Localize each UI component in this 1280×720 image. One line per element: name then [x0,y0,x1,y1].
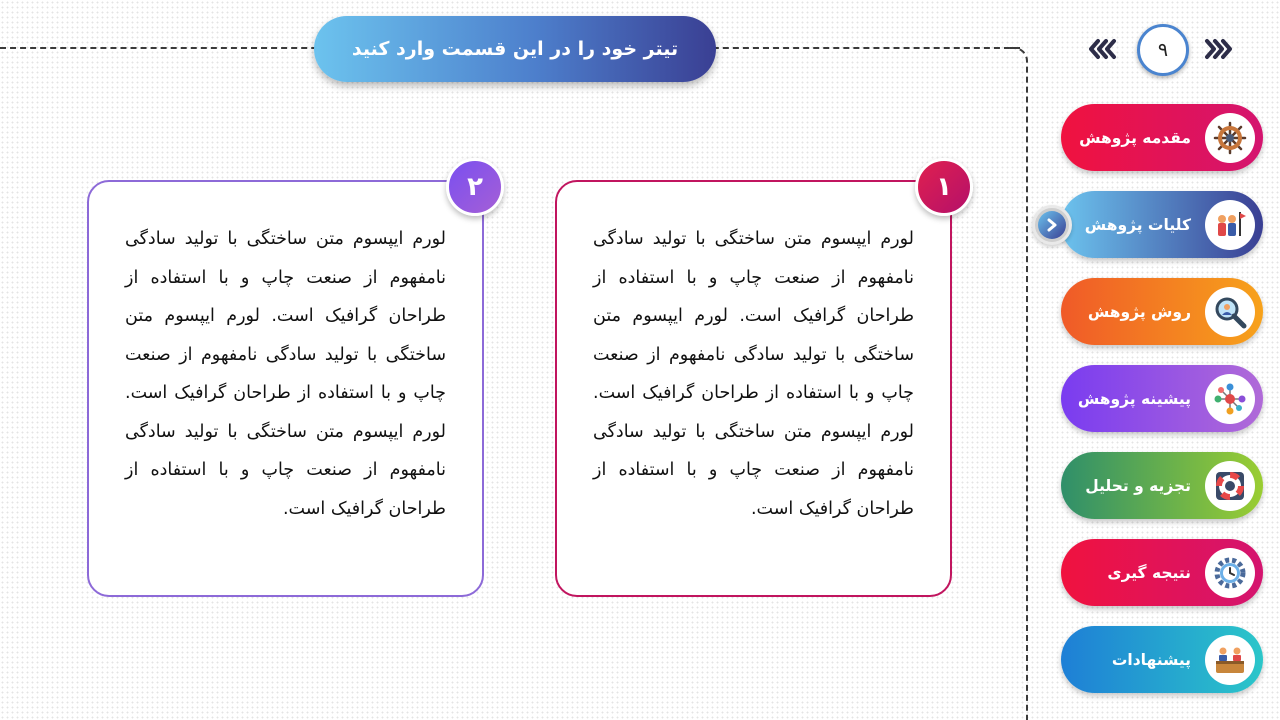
double-chevron-right-icon [1201,38,1233,60]
menu-item-conclusion[interactable] [1061,539,1263,606]
card-2-number-badge [446,158,504,216]
menu-item-label: مقدمه پژوهش [1079,128,1191,147]
content-card-2 [87,180,484,597]
menu-item-label: پیشنهادات [1111,650,1191,669]
card-2-text: لورم ایپسوم متن ساختگی با تولید سادگی نامفهوم از صنعت چاپ و با استفاده از طراحان گرافیک است. لورم ایپسوم متن ساختگی با تولید سادگی نامفهوم از صنعت چاپ و با استفاده از طراحان گرافیک است. لورم ایپسوم متن ساختگی با تولید سادگی نامفهوم از صنعت چاپ و با استفاده از طراحان گرافیک است. [125,229,446,519]
menu-item-label: روش پژوهش [1087,302,1191,321]
card-2-number: ۲ [467,172,483,202]
menu-item-label: تجزیه و تحلیل [1085,476,1191,495]
double-chevron-left-icon [1088,38,1120,60]
card-1-number: ۱ [936,172,952,202]
page-number-indicator [1137,24,1189,76]
magnifier-icon [1205,287,1255,337]
card-1-number-badge [915,158,973,216]
menu-item-label: نتیجه گیری [1107,563,1191,582]
menu-item-method[interactable] [1061,278,1263,345]
menu-item-suggestions[interactable] [1061,626,1263,693]
frame-right-line [1010,47,1028,720]
network-icon [1205,374,1255,424]
content-card-1 [555,180,952,597]
active-item-pointer [1032,205,1072,245]
ship-wheel-icon [1205,113,1255,163]
card-1-text: لورم ایپسوم متن ساختگی با تولید سادگی نامفهوم از صنعت چاپ و با استفاده از طراحان گرافیک است. لورم ایپسوم متن ساختگی با تولید سادگی نامفهوم از صنعت چاپ و با استفاده از طراحان گرافیک است. لورم ایپسوم متن ساختگی با تولید سادگی نامفهوم از صنعت چاپ و با استفاده از طراحان گرافیک است. [593,229,914,519]
chevron-right-icon [1038,211,1066,239]
slide-title [314,16,716,82]
page-number: ۹ [1157,39,1169,61]
slide-title-text: تیتر خود را در این قسمت وارد کنید [351,38,679,60]
menu-item-label: پیشینه پژوهش [1077,389,1191,408]
menu-item-background[interactable] [1061,365,1263,432]
prev-page-button[interactable] [1085,34,1123,64]
menu-item-analysis[interactable] [1061,452,1263,519]
next-page-button[interactable] [1198,34,1236,64]
gear-clock-icon [1205,548,1255,598]
team-flag-icon [1205,200,1255,250]
menu-item-label: کلیات پژوهش [1084,215,1191,234]
menu-item-introduction[interactable] [1061,104,1263,171]
menu-item-overview[interactable] [1061,191,1263,258]
podium-icon [1205,635,1255,685]
lifebuoy-icon [1205,461,1255,511]
